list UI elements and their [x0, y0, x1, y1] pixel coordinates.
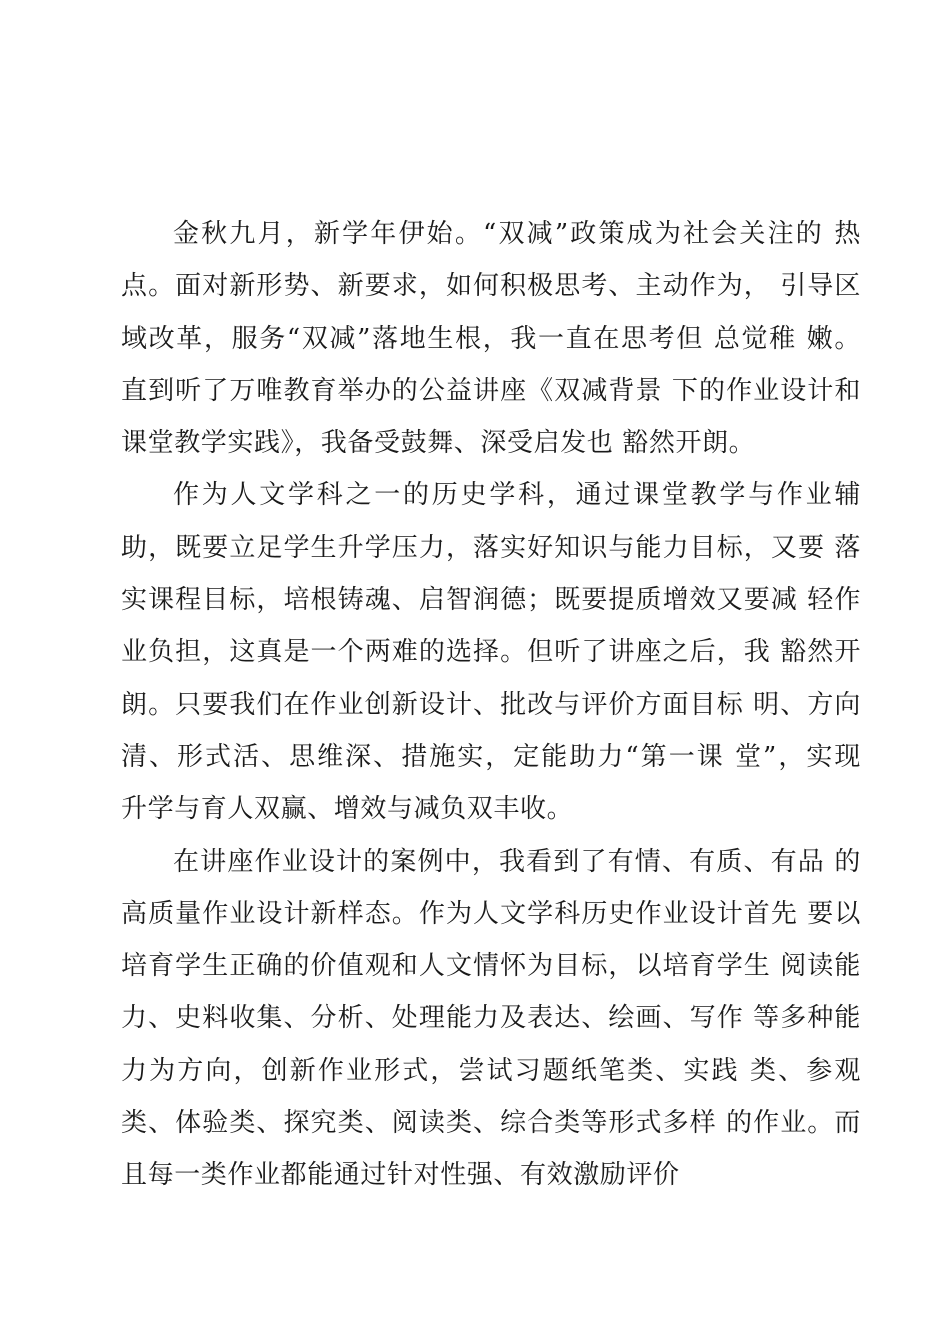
- text-line: 点。面对新形势、新要求，如何积极思考、主动作为， 引导区: [121, 271, 861, 302]
- text-line: 培育学生正确的价值观和人文情怀为目标，以培育学生 阅读能: [121, 951, 861, 982]
- text-line: 作为人文学科之一的历史学科，通过课堂教学与作业辅: [173, 480, 861, 511]
- text-line: 课堂教学实践》，我备受鼓舞、深受启发也 豁然开朗。: [121, 428, 756, 459]
- text-line: 力为方向，创新作业形式，尝试习题纸笔类、实践 类、参观: [121, 1055, 861, 1086]
- text-line: 域改革，服务“双减”落地生根，我一直在思考但 总觉稚 嫩。: [121, 323, 861, 354]
- document-body: [121, 208, 861, 1202]
- text-line: 在讲座作业设计的案例中，我看到了有情、有质、有品 的: [173, 846, 861, 877]
- paragraph: [121, 836, 861, 1202]
- text-line: 助，既要立足学生升学压力，落实好知识与能力目标，又要 落: [121, 532, 861, 563]
- text-line: 实课程目标，培根铸魂、启智润德；既要提质增效又要减 轻作: [121, 585, 861, 616]
- text-line: 朗。只要我们在作业创新设计、批改与评价方面目标 明、方向: [121, 689, 861, 720]
- text-line: 高质量作业设计新样态。作为人文学科历史作业设计首先 要以: [121, 898, 861, 929]
- text-line: 清、形式活、思维深、措施实，定能助力“第一课 堂”，实现: [121, 741, 861, 772]
- text-line: 金秋九月，新学年伊始。“双减”政策成为社会关注的 热: [173, 219, 861, 249]
- text-line: 力、史料收集、分析、处理能力及表达、绘画、写作 等多种能: [121, 1003, 861, 1034]
- text-line: 业负担，这真是一个两难的选择。但听了讲座之后，我 豁然开: [121, 637, 861, 668]
- text-line: 直到听了万唯教育举办的公益讲座《双减背景 下的作业设计和: [121, 375, 861, 406]
- text-line: 且每一类作业都能通过针对性强、有效激励评价: [121, 1160, 680, 1191]
- text-line: 升学与育人双赢、增效与减负双丰收。: [121, 794, 574, 825]
- paragraph: [121, 469, 861, 835]
- text-line: 类、体验类、探究类、阅读类、综合类等形式多样 的作业。而: [121, 1108, 861, 1139]
- paragraph: [121, 208, 861, 469]
